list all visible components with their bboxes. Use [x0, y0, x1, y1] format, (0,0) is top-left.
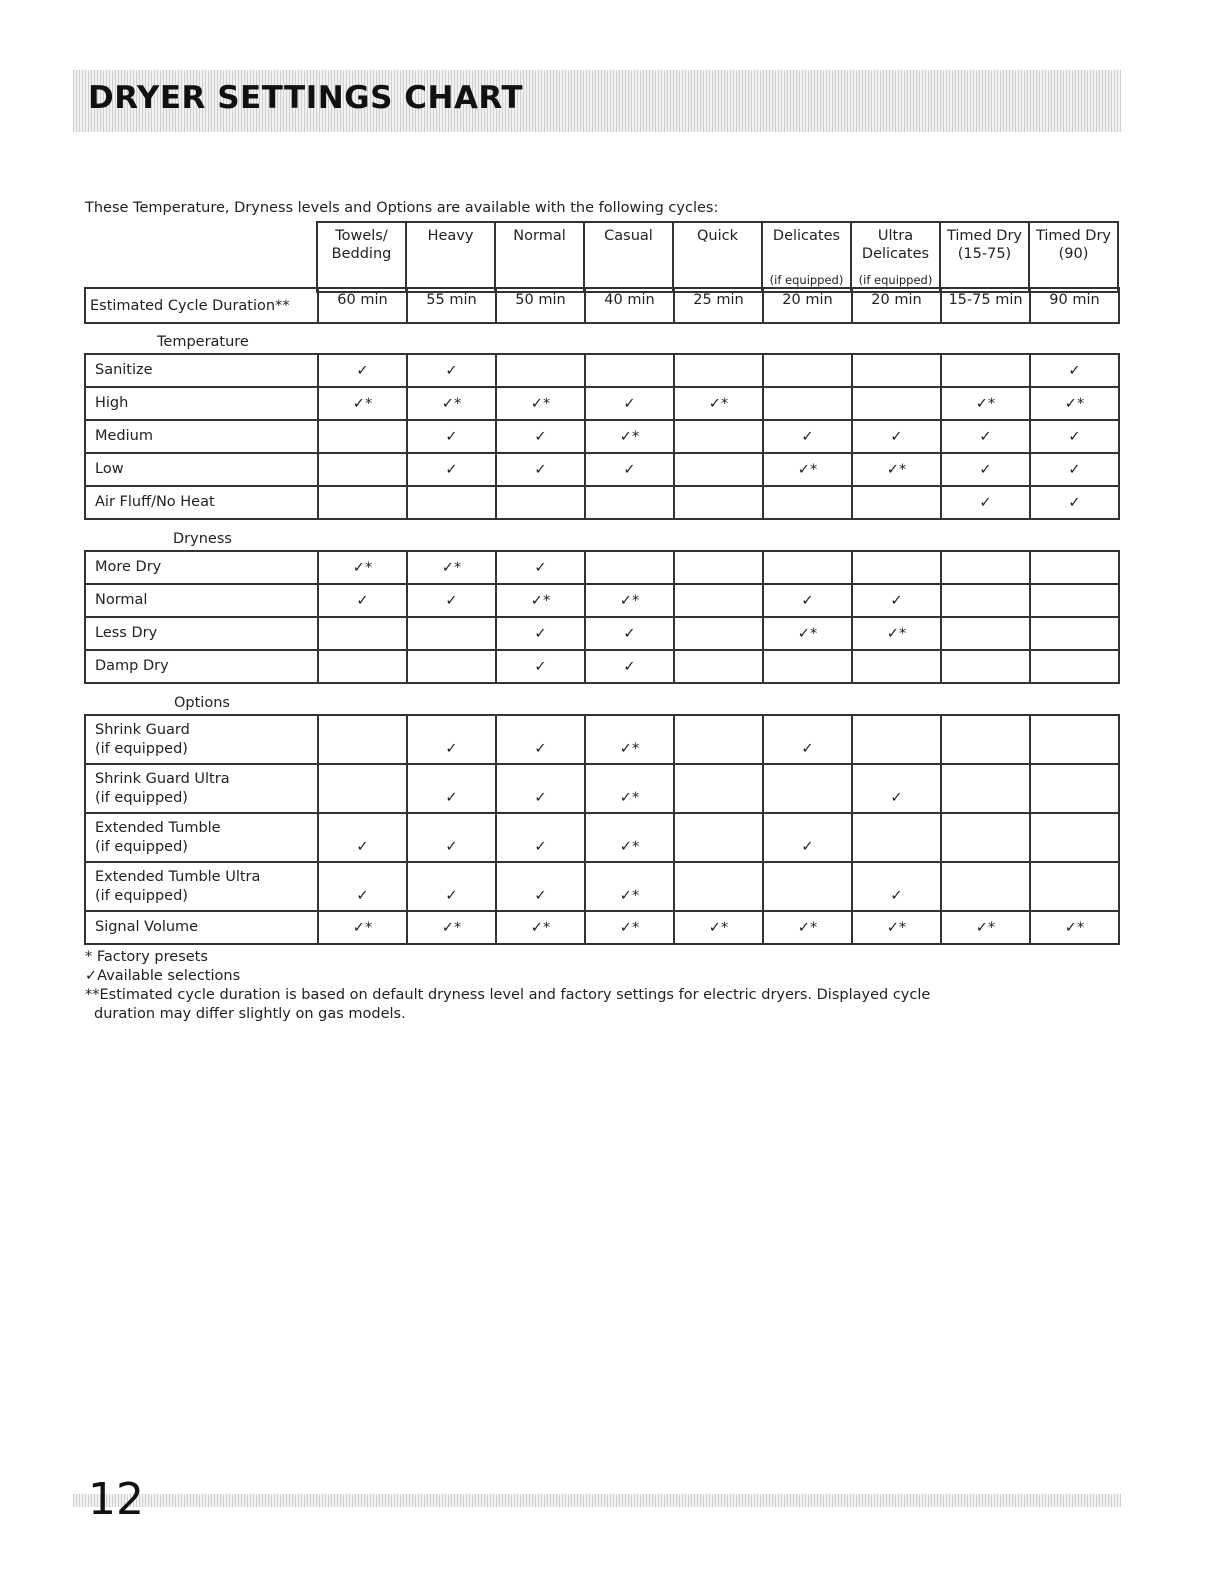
- empty-cell: [674, 551, 763, 584]
- table-row: [85, 813, 1119, 862]
- footnotes: [85, 948, 930, 1024]
- duration-value: 90 min: [1030, 288, 1119, 323]
- cycle-header-6: [852, 223, 941, 291]
- empty-cell: [674, 715, 763, 764]
- checkmark-cell: ✓: [585, 453, 674, 486]
- cycle-name: Ultra Delicates: [861, 228, 930, 262]
- checkmark-cell: ✓*: [407, 911, 496, 944]
- checkmark-cell: ✓*: [318, 911, 407, 944]
- section-title-options: Options: [174, 695, 230, 711]
- checkmark-cell: ✓: [496, 813, 585, 862]
- row-label: Shrink Guard (if equipped): [85, 715, 318, 764]
- empty-cell: [674, 584, 763, 617]
- empty-cell: [674, 650, 763, 683]
- checkmark-cell: ✓*: [852, 453, 941, 486]
- checkmark-cell: ✓: [407, 715, 496, 764]
- empty-cell: [763, 387, 852, 420]
- empty-cell: [763, 862, 852, 911]
- checkmark-cell: ✓*: [585, 715, 674, 764]
- empty-cell: [318, 420, 407, 453]
- checkmark-cell: ✓: [585, 387, 674, 420]
- checkmark-cell: ✓*: [407, 387, 496, 420]
- checkmark-cell: ✓: [763, 715, 852, 764]
- duration-label: Estimated Cycle Duration**: [85, 288, 318, 323]
- page-title: DRYER SETTINGS CHART: [88, 80, 524, 116]
- duration-value: 20 min: [763, 288, 852, 323]
- empty-cell: [318, 764, 407, 813]
- note-duration-line2: duration may differ slightly on gas models.: [94, 1006, 406, 1022]
- checkmark-cell: ✓: [318, 354, 407, 387]
- checkmark-cell: ✓: [318, 862, 407, 911]
- empty-cell: [941, 617, 1030, 650]
- row-label: More Dry: [85, 551, 318, 584]
- intro-text: These Temperature, Dryness levels and Options are available with the following cycles:: [85, 200, 719, 216]
- cycle-header-8: [1030, 223, 1119, 291]
- checkmark-cell: ✓: [407, 584, 496, 617]
- row-label: Medium: [85, 420, 318, 453]
- table-row: [85, 387, 1119, 420]
- empty-cell: [585, 354, 674, 387]
- empty-cell: [318, 617, 407, 650]
- row-label: Sanitize: [85, 354, 318, 387]
- checkmark-cell: ✓*: [318, 551, 407, 584]
- checkmark-cell: ✓: [941, 420, 1030, 453]
- cycle-header-2: [496, 223, 585, 291]
- empty-cell: [763, 551, 852, 584]
- checkmark-cell: ✓*: [496, 911, 585, 944]
- footer-bar: [73, 1494, 1121, 1507]
- empty-cell: [1030, 617, 1119, 650]
- checkmark-cell: ✓: [852, 584, 941, 617]
- checkmark-cell: ✓*: [585, 420, 674, 453]
- row-label: Damp Dry: [85, 650, 318, 683]
- duration-value: 50 min: [496, 288, 585, 323]
- empty-cell: [941, 813, 1030, 862]
- empty-cell: [318, 650, 407, 683]
- checkmark-cell: ✓: [496, 862, 585, 911]
- checkmark-cell: ✓*: [496, 584, 585, 617]
- checkmark-cell: ✓: [496, 453, 585, 486]
- checkmark-cell: ✓: [496, 764, 585, 813]
- cycle-header-1: [407, 223, 496, 291]
- note-factory-presets: * Factory presets: [85, 949, 208, 965]
- checkmark-cell: ✓: [941, 453, 1030, 486]
- checkmark-cell: ✓*: [407, 551, 496, 584]
- checkmark-cell: ✓: [763, 813, 852, 862]
- row-label: High: [85, 387, 318, 420]
- empty-cell: [941, 764, 1030, 813]
- empty-cell: [763, 764, 852, 813]
- duration-value: 60 min: [318, 288, 407, 323]
- empty-cell: [674, 617, 763, 650]
- checkmark-cell: ✓: [496, 650, 585, 683]
- empty-cell: [1030, 813, 1119, 862]
- empty-cell: [941, 584, 1030, 617]
- table-row: [85, 453, 1119, 486]
- empty-cell: [674, 420, 763, 453]
- section-title-dryness: Dryness: [173, 531, 232, 547]
- title-bar: [73, 70, 1121, 132]
- cycle-name: Normal: [513, 228, 566, 244]
- checkmark-cell: ✓: [318, 813, 407, 862]
- table-row: [85, 354, 1119, 387]
- checkmark-cell: ✓: [852, 420, 941, 453]
- empty-cell: [585, 486, 674, 519]
- checkmark-cell: ✓*: [585, 862, 674, 911]
- empty-cell: [674, 862, 763, 911]
- checkmark-cell: ✓*: [852, 911, 941, 944]
- cycle-header-0: [318, 223, 407, 291]
- checkmark-cell: ✓*: [1030, 911, 1119, 944]
- empty-cell: [941, 715, 1030, 764]
- cycle-name: Towels/ Bedding: [331, 228, 392, 262]
- checkmark-cell: ✓: [852, 862, 941, 911]
- empty-cell: [407, 617, 496, 650]
- table-row: [85, 617, 1119, 650]
- empty-cell: [407, 486, 496, 519]
- row-label: Extended Tumble (if equipped): [85, 813, 318, 862]
- checkmark-cell: ✓: [407, 813, 496, 862]
- checkmark-cell: ✓: [585, 650, 674, 683]
- table-row: [85, 911, 1119, 944]
- table-row: [85, 715, 1119, 764]
- row-label: Signal Volume: [85, 911, 318, 944]
- checkmark-cell: ✓: [763, 584, 852, 617]
- checkmark-cell: ✓*: [585, 813, 674, 862]
- empty-cell: [1030, 551, 1119, 584]
- empty-cell: [941, 354, 1030, 387]
- checkmark-cell: ✓*: [763, 617, 852, 650]
- page-number: 12: [88, 1474, 144, 1525]
- empty-cell: [1030, 764, 1119, 813]
- duration-value: 15-75 min: [941, 288, 1030, 323]
- checkmark-cell: ✓: [1030, 420, 1119, 453]
- checkmark-cell: ✓: [496, 420, 585, 453]
- empty-cell: [763, 650, 852, 683]
- checkmark-cell: ✓: [585, 617, 674, 650]
- checkmark-cell: ✓: [763, 420, 852, 453]
- cycle-header-5: [763, 223, 852, 291]
- empty-cell: [852, 650, 941, 683]
- empty-cell: [852, 813, 941, 862]
- table-row: [85, 862, 1119, 911]
- duration-table: [84, 287, 1120, 324]
- note-available-selections: ✓Available selections: [85, 968, 241, 984]
- cycle-name: Heavy: [427, 228, 474, 244]
- cycle-name: Timed Dry (15-75): [946, 228, 1022, 262]
- options-table: [84, 714, 1120, 945]
- empty-cell: [407, 650, 496, 683]
- checkmark-cell: ✓: [407, 420, 496, 453]
- empty-cell: [941, 650, 1030, 683]
- checkmark-cell: ✓: [852, 764, 941, 813]
- checkmark-cell: ✓: [496, 715, 585, 764]
- empty-cell: [674, 453, 763, 486]
- cycle-name: Quick: [696, 228, 738, 244]
- cycle-subnote: (if equipped): [769, 273, 844, 287]
- duration-value: 25 min: [674, 288, 763, 323]
- checkmark-cell: ✓: [318, 584, 407, 617]
- section-title-temperature: Temperature: [157, 334, 249, 350]
- checkmark-cell: ✓: [407, 764, 496, 813]
- duration-row: [85, 288, 1119, 323]
- checkmark-cell: ✓: [1030, 354, 1119, 387]
- checkmark-cell: ✓*: [585, 764, 674, 813]
- checkmark-cell: ✓*: [674, 387, 763, 420]
- cycle-header-row: [316, 221, 1119, 293]
- checkmark-cell: ✓: [1030, 486, 1119, 519]
- empty-cell: [763, 354, 852, 387]
- empty-cell: [318, 486, 407, 519]
- duration-value: 20 min: [852, 288, 941, 323]
- checkmark-cell: ✓*: [585, 584, 674, 617]
- checkmark-cell: ✓: [496, 551, 585, 584]
- duration-value: 40 min: [585, 288, 674, 323]
- empty-cell: [1030, 715, 1119, 764]
- row-label: Normal: [85, 584, 318, 617]
- empty-cell: [852, 387, 941, 420]
- empty-cell: [674, 764, 763, 813]
- cycle-header-4: [674, 223, 763, 291]
- row-label: Extended Tumble Ultra (if equipped): [85, 862, 318, 911]
- row-label: Low: [85, 453, 318, 486]
- dryness-table: [84, 550, 1120, 684]
- cycle-name: Casual: [604, 228, 653, 244]
- checkmark-cell: ✓*: [763, 911, 852, 944]
- checkmark-cell: ✓: [407, 862, 496, 911]
- table-row: [85, 650, 1119, 683]
- empty-cell: [852, 715, 941, 764]
- table-row: [85, 551, 1119, 584]
- empty-cell: [318, 715, 407, 764]
- checkmark-cell: ✓*: [674, 911, 763, 944]
- checkmark-cell: ✓: [1030, 453, 1119, 486]
- table-row: [85, 584, 1119, 617]
- cycle-header-7: [941, 223, 1030, 291]
- empty-cell: [318, 453, 407, 486]
- empty-cell: [941, 551, 1030, 584]
- cycle-name: Timed Dry (90): [1035, 228, 1111, 262]
- cycle-header-3: [585, 223, 674, 291]
- checkmark-cell: ✓*: [763, 453, 852, 486]
- checkmark-cell: ✓: [496, 617, 585, 650]
- checkmark-cell: ✓*: [318, 387, 407, 420]
- empty-cell: [674, 486, 763, 519]
- empty-cell: [1030, 650, 1119, 683]
- checkmark-cell: ✓: [941, 486, 1030, 519]
- checkmark-cell: ✓*: [941, 387, 1030, 420]
- checkmark-cell: ✓*: [1030, 387, 1119, 420]
- empty-cell: [1030, 862, 1119, 911]
- table-row: [85, 420, 1119, 453]
- cycle-name: Delicates: [772, 228, 841, 244]
- empty-cell: [763, 486, 852, 519]
- row-label: Shrink Guard Ultra (if equipped): [85, 764, 318, 813]
- empty-cell: [496, 354, 585, 387]
- empty-cell: [674, 813, 763, 862]
- cycle-subnote: (if equipped): [858, 273, 933, 287]
- checkmark-cell: ✓*: [585, 911, 674, 944]
- note-duration-line1: **Estimated cycle duration is based on default dryness level and factory settings for electric dryers. Displayed cycle: [85, 987, 931, 1003]
- temperature-table: [84, 353, 1120, 520]
- table-row: [85, 764, 1119, 813]
- checkmark-cell: ✓*: [852, 617, 941, 650]
- checkmark-cell: ✓: [407, 453, 496, 486]
- empty-cell: [941, 862, 1030, 911]
- empty-cell: [1030, 584, 1119, 617]
- empty-cell: [585, 551, 674, 584]
- duration-value: 55 min: [407, 288, 496, 323]
- empty-cell: [496, 486, 585, 519]
- row-label: Less Dry: [85, 617, 318, 650]
- empty-cell: [852, 486, 941, 519]
- empty-cell: [852, 354, 941, 387]
- checkmark-cell: ✓*: [496, 387, 585, 420]
- empty-cell: [852, 551, 941, 584]
- checkmark-cell: ✓: [407, 354, 496, 387]
- checkmark-cell: ✓*: [941, 911, 1030, 944]
- table-row: [85, 486, 1119, 519]
- row-label: Air Fluff/No Heat: [85, 486, 318, 519]
- empty-cell: [674, 354, 763, 387]
